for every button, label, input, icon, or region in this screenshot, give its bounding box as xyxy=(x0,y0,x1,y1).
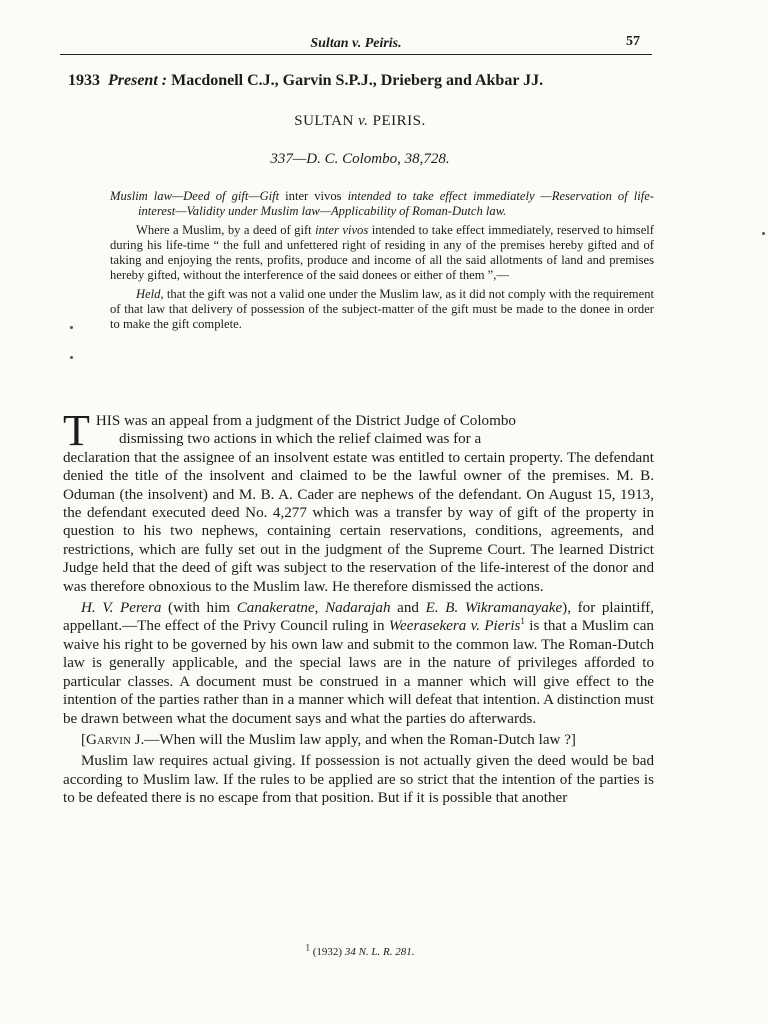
p2-text: ), for plaintiff, appellant.—The effect of the Privy Council ruling in xyxy=(63,600,654,635)
case-number: 337—D. C. Colombo, 38,728. xyxy=(270,151,450,167)
present-label: Present : xyxy=(108,72,168,89)
p2-text: is that a Muslim can waive his right to be governed by his own law and submit to the common law. The Roman-Dutch law is generally applicable, and the special laws are in the nature of privileges afforded to particular classes. A document must be construed in a manner which will give effect to the intention of the parties rather than in a manner which will defeat that intention. A distinction must be drawn between what the document says and what the parties do afterwards. xyxy=(63,618,654,727)
paragraph-2 xyxy=(63,599,654,728)
year: 1933 xyxy=(68,72,100,89)
footnote-year: (1932) xyxy=(312,946,343,958)
paragraph-3 xyxy=(63,731,654,749)
present-line xyxy=(68,72,658,90)
footnote-ref: 1 xyxy=(520,616,525,627)
headnote-text: inter vivos xyxy=(315,222,369,237)
case-title xyxy=(60,113,660,130)
headnote-facts xyxy=(110,223,654,284)
bracket: [ xyxy=(81,731,87,748)
catchwords xyxy=(110,189,654,220)
counsel-name: H. V. Perera xyxy=(81,600,162,617)
case-party-2: PEIRIS. xyxy=(372,113,426,129)
margin-speck xyxy=(762,232,765,235)
case-versus: v. xyxy=(358,113,369,129)
p2-text: (with him xyxy=(161,600,237,617)
p2-text: and xyxy=(390,600,426,617)
margin-speck xyxy=(70,326,73,329)
junior-counsel: E. B. Wikramanayake xyxy=(425,600,563,617)
paragraph-1-line-2: dismissing two actions in which the relief claimed was for a xyxy=(119,431,482,448)
junior-counsel: Canakeratne, Nadarajah xyxy=(236,600,391,617)
headnote-text: intended to take effect immediately, reserved to himself during his life-time “ the full and unfettered right of residing in any of the premises hereby gifted and of taking and enjoying the rents, profits, produce and income of all the said allotments of land and premises hereby gifted, without the interference of the said donees or either of them ”,— xyxy=(110,222,654,283)
footnote-marker: 1 xyxy=(305,942,310,953)
case-party-1: SULTAN xyxy=(294,113,354,129)
paragraph-1 xyxy=(63,406,654,596)
report-body xyxy=(63,406,654,808)
held-text: that the gift was not a valid one under the Muslim law, as it did not comply with the requirement of that law that delivery of possession of the subject-matter of the gift must be made to the donee in order to make the gift complete. xyxy=(110,286,654,332)
running-title: Sultan v. Peiris. xyxy=(310,36,402,51)
headnote xyxy=(110,189,654,333)
footnote xyxy=(60,942,660,958)
catchwords-part: inter vivos xyxy=(279,189,348,203)
headnote-text: Where a Muslim, by a deed of gift xyxy=(136,222,316,237)
held-word: Held, xyxy=(136,286,164,301)
judge-name: Garvin xyxy=(86,731,131,748)
catchwords-part: intended to take effect immediately —Reservation of life-interest—Validity under Muslim law—Applicability of Roman-Dutch law. xyxy=(138,189,654,219)
drop-cap: T xyxy=(63,406,90,455)
catchwords-part: Gift xyxy=(259,189,280,203)
page-number: 57 xyxy=(626,34,640,49)
catchwords-part: Muslim law—Deed of gift— xyxy=(110,189,260,203)
paragraph-1-rest: declaration that the assignee of an insolvent estate was entitled to certain property. The defendant denied the title of the insolvent and claimed to be the lawful owner of the premises. M. B. Oduman (the insolvent) and M. B. A. Cader are nephews of the defendant. On August 15, 1913, the defendant executed deed No. 4,277 which was a transfer by way of gift of the property in question to his two nephews, containing certain reservations, conditions, agreements, and restrictions, which are fully set out in the judgment of the Supreme Court. The learned District Judge held that the deed of gift was subject to the reservation of the life-interest of the donor and was therefore obnoxious to the Muslim law. He therefore dismissed the actions. xyxy=(63,449,654,595)
running-head xyxy=(60,34,652,55)
footnote-citation: 34 N. L. R. 281. xyxy=(344,946,415,958)
p3-text: J.—When will the Muslim law apply, and when the Roman-Dutch law ?] xyxy=(130,731,576,748)
headnote-held xyxy=(110,287,654,333)
judges: Macdonell C.J., Garvin S.P.J., Drieberg and Akbar JJ. xyxy=(171,72,544,89)
cited-case: Weerasekera v. Pieris xyxy=(388,618,521,635)
paragraph-1-line-1: HIS was an appeal from a judgment of the District Judge of Colombo xyxy=(95,413,516,429)
margin-speck xyxy=(70,356,73,359)
paragraph-4: Muslim law requires actual giving. If possession is not actually given the deed would be bad according to Muslim law. If the rules to be applied are so strict that the intention of the parties is to be defeated there is no escape from that position. But if it is possible that another xyxy=(63,753,654,807)
